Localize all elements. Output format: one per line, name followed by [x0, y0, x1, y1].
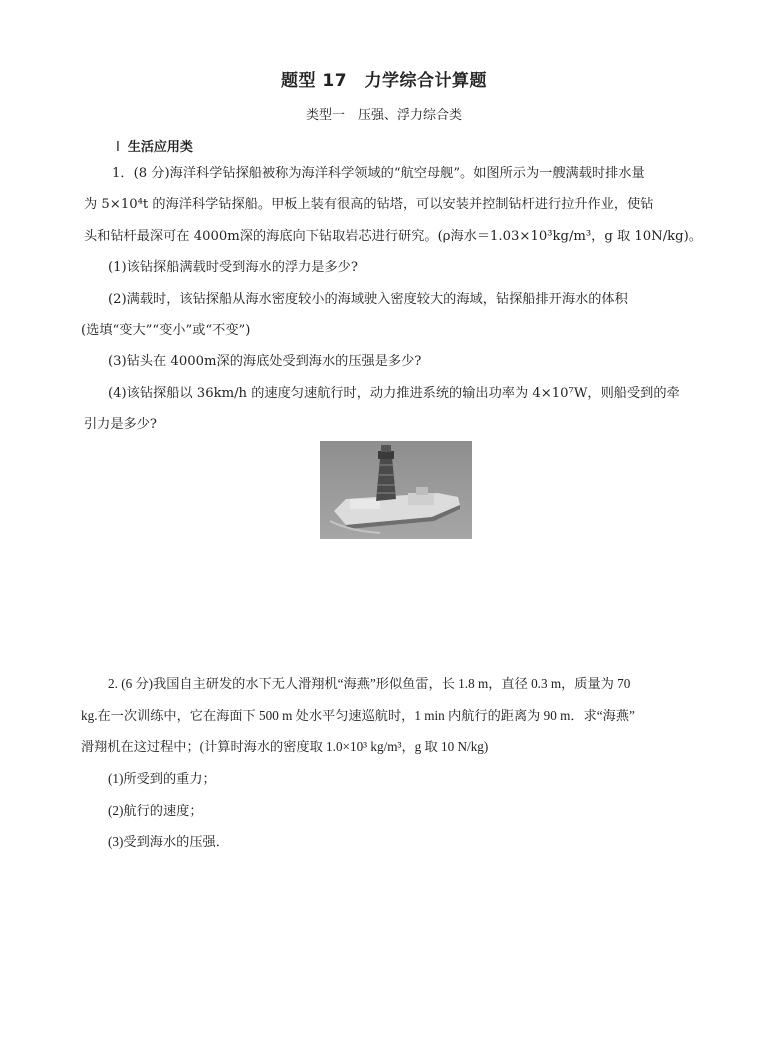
- problem1-line: 1．(8 分)海洋科学钻探船被称为海洋科学领域的“航空母舰”。如图所示为一艘满载时排水量: [112, 166, 645, 181]
- problem1-question: (2)满载时，该钻探船从海水密度较小的海域驶入密度较大的海域，钻探船排开海水的体积: [108, 292, 628, 307]
- problem2-question: (3)受到海水的压强．: [108, 834, 229, 849]
- problem1-line: 为 5×10⁴t 的海洋科学钻探船。甲板上装有很高的钻塔，可以安装并控制钻杆进行拉升作业，使钻: [84, 197, 654, 212]
- problem1-question: (4)该钻探船以 36km/h 的速度匀速航行时，动力推进系统的输出功率为 4×10⁷W，则船受到的牵: [108, 386, 680, 401]
- problem2-line: kg.在一次训练中，它在海面下 500 m 处水平匀速巡航时，1 min 内航行的距离为 90 m．求“海燕”: [81, 708, 635, 723]
- section-heading: [116, 136, 193, 155]
- problem1-question: (3)钻头在 4000m深的海底处受到海水的压强是多少?: [108, 354, 422, 369]
- drilling-ship-photo: [320, 441, 472, 539]
- problem1-question: (1)该钻探船满载时受到海水的浮力是多少?: [108, 260, 358, 275]
- section-mark: Ⅰ: [116, 140, 120, 155]
- problem2-line: 滑翔机在这过程中；(计算时海水的密度取 1.0×10³ kg/m³，g 取 10 N/kg): [81, 739, 489, 754]
- problem1-line: 引力是多少?: [84, 417, 158, 432]
- problem1-line: (选填“变大”“变小”或“不变”): [81, 323, 251, 338]
- page-title: 题型 17 力学综合计算题: [280, 71, 488, 91]
- section-label: 生活应用类: [127, 140, 193, 155]
- problem1-line: 头和钻杆最深可在 4000m深的海底向下钻取岩芯进行研究。(ρ海水＝1.03×10³kg/m³，g 取 10N/kg)。: [84, 229, 702, 244]
- page-subtitle: 类型一 压强、浮力综合类: [305, 108, 462, 123]
- problem2-line: 2. (6 分)我国自主研发的水下无人滑翔机“海燕”形似鱼雷，长 1.8 m，直径 0.3 m，质量为 70: [108, 676, 631, 691]
- problem2-question: (1)所受到的重力；: [108, 771, 216, 786]
- problem2-question: (2)航行的速度；: [108, 803, 203, 818]
